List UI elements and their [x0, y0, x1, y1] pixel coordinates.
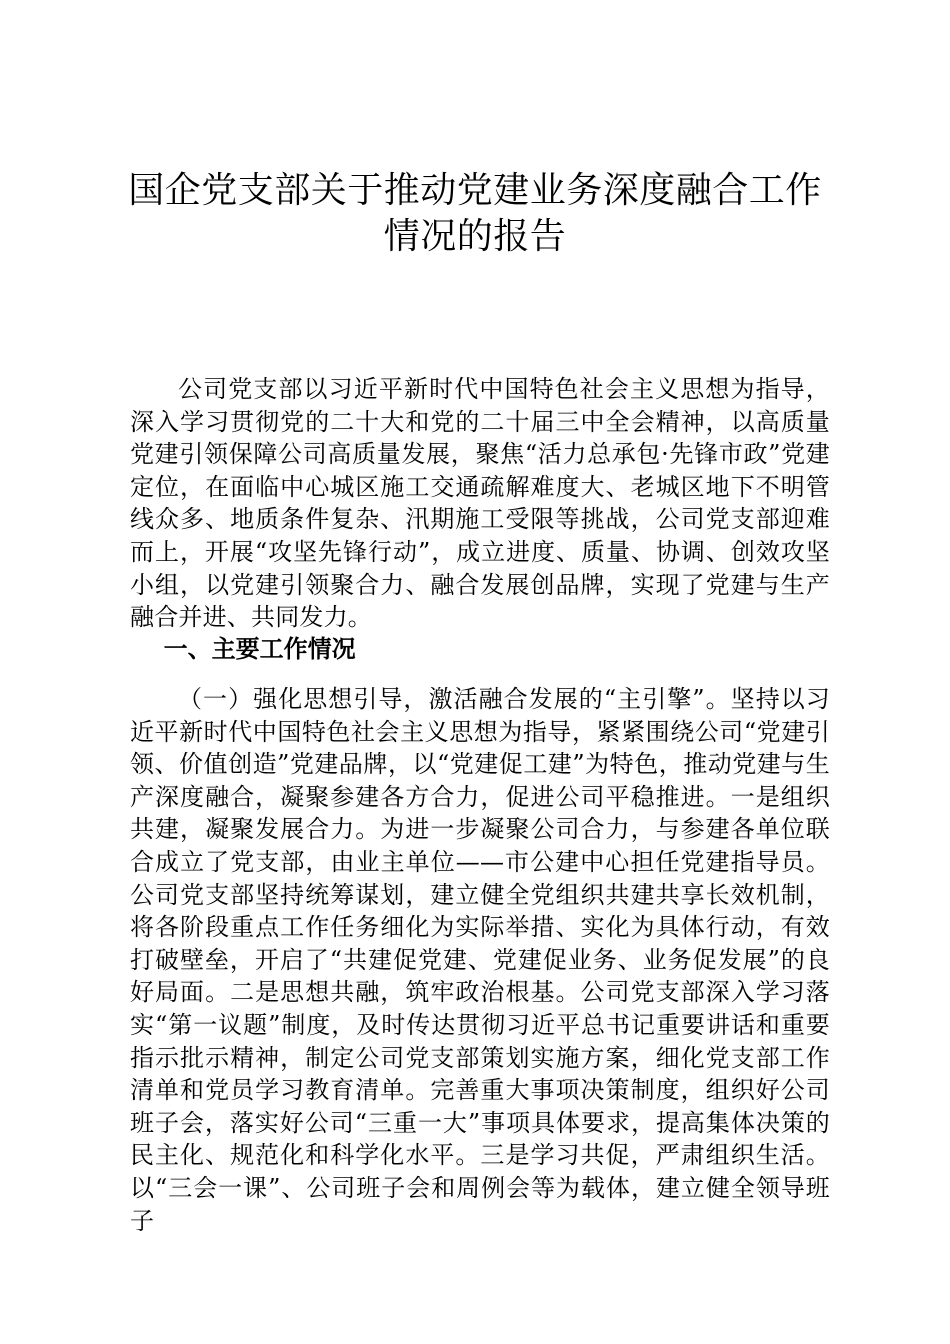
- section-paragraph: （一）强化思想引导，激活融合发展的“主引擎”。坚持以习近平新时代中国特色社会主义思想为指导，紧紧围绕公司“党建引领、价值创造”党建品牌，以“党建促工建”为特色，推动党建与生产深度融合，凝聚参建各方合力，促进公司平稳推进。一是组织共建，凝聚发展合力。为进一步凝聚公司合力，与参建各单位联合成立了党支部，由业主单位——市公建中心担任党建指导员。公司党支部坚持统筹谋划，建立健全党组织共建共享长效机制，将各阶段重点工作任务细化为实际举措、实化为具体行动，有效打破壁垒，开启了“共建促党建、党建促业务、业务促发展”的良好局面。二是思想共融，筑牢政治根基。公司党支部深入学习落实“第一议题”制度，及时传达贯彻习近平总书记重要讲话和重要指示批示精神，制定公司党支部策划实施方案，细化党支部工作清单和党员学习教育清单。完善重大事项决策制度，组织好公司班子会，落实好公司“三重一大”事项具体要求，提高集体决策的民主化、规范化和科学化水平。三是学习共促，严肃组织生活。以“三会一课”、公司班子会和周例会等为载体，建立健全领导班子: [130, 685, 830, 1235]
- document-title: 国企党支部关于推动党建业务深度融合工作情况的报告: [128, 170, 822, 257]
- section-heading: 一、主要工作情况: [163, 634, 356, 663]
- intro-paragraph: 公司党支部以习近平新时代中国特色社会主义思想为指导，深入学习贯彻党的二十大和党的二十届三中全会精神，以高质量党建引领保障公司高质量发展，聚焦“活力总承包·先锋市政”党建定位，在面临中心城区施工交通疏解难度大、老城区地下不明管线众多、地质条件复杂、汛期施工受限等挑战，公司党支部迎难而上，开展“攻坚先锋行动”，成立进度、质量、协调、创效攻坚小组，以党建引领聚合力、融合发展创品牌，实现了党建与生产融合并进、共同发力。: [130, 375, 830, 632]
